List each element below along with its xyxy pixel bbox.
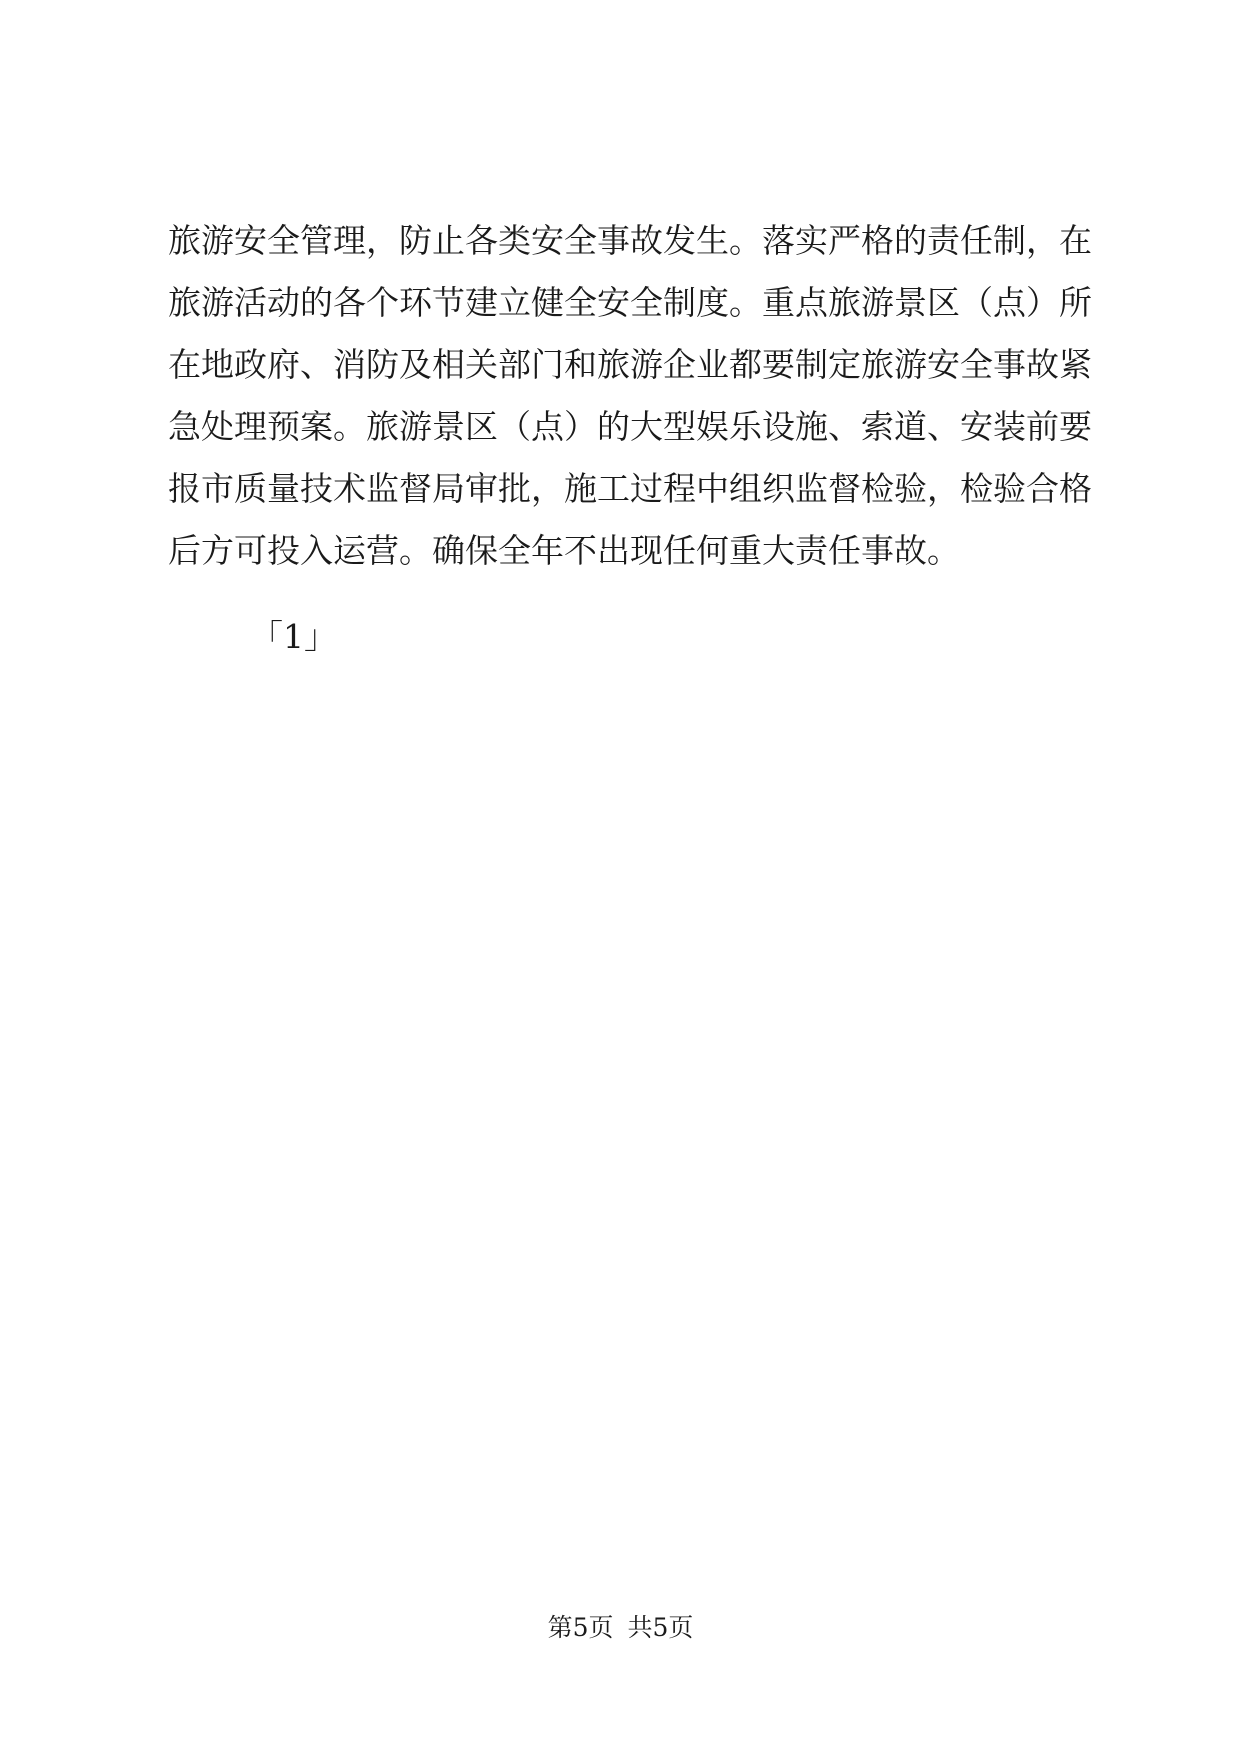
note-marker: 「1」 xyxy=(250,617,337,656)
paragraph-line: 旅游活动的各个环节建立健全安全制度。重点旅游景区（点）所 xyxy=(168,283,1092,322)
page-total: 共5页 xyxy=(627,1613,694,1642)
paragraph-line: 报市质量技术监督局审批，施工过程中组织监督检验，检验合格 xyxy=(168,469,1092,508)
paragraph-line: 后方可投入运营。确保全年不出现任何重大责任事故。 xyxy=(168,531,960,570)
body-paragraph xyxy=(168,210,1092,582)
page-number: 第5页 xyxy=(547,1613,614,1642)
paragraph-line: 旅游安全管理，防止各类安全事故发生。落实严格的责任制，在 xyxy=(168,221,1092,260)
paragraph-line: 在地政府、消防及相关部门和旅游企业都要制定旅游安全事故紧 xyxy=(168,345,1092,384)
page-footer xyxy=(0,1608,1241,1648)
paragraph-line: 急处理预案。旅游景区（点）的大型娱乐设施、索道、安装前要 xyxy=(168,407,1092,446)
